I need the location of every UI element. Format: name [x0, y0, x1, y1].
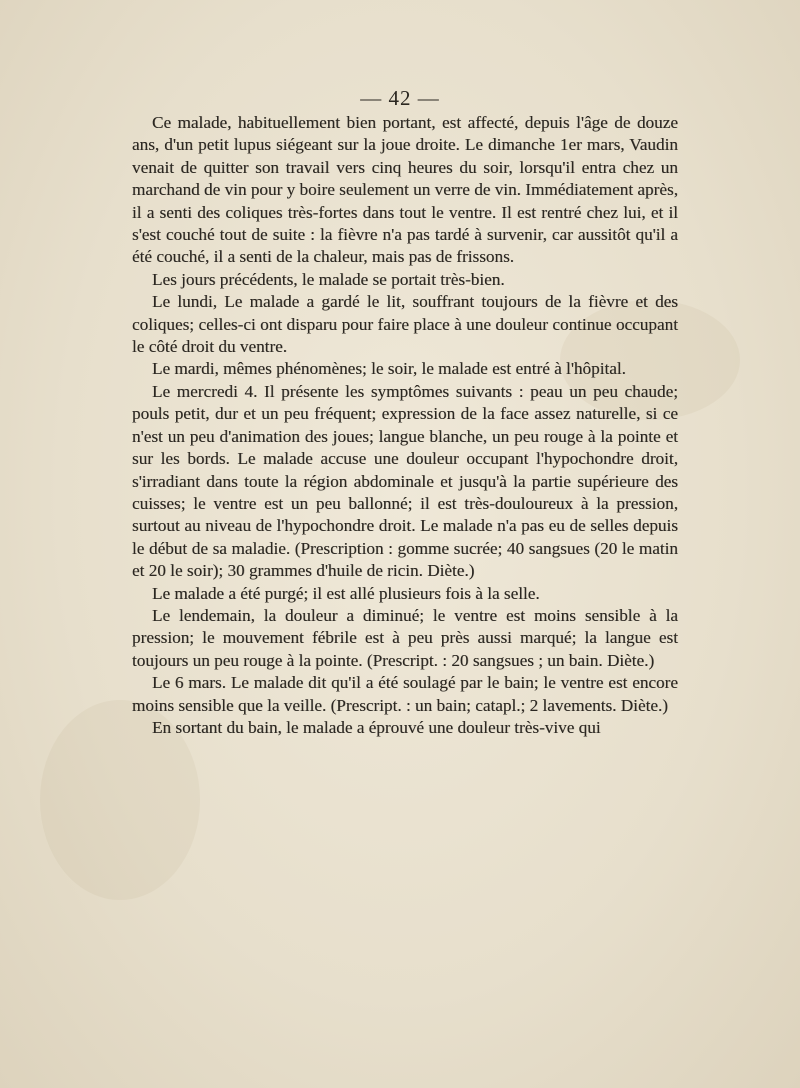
paragraph: Le malade a été purgé; il est allé plusieurs fois à la selle.: [152, 583, 540, 603]
paragraph: En sortant du bain, le malade a éprouvé une douleur très-vive qui: [152, 717, 601, 737]
paragraph: Le 6 mars. Le malade dit qu'il a été soulagé par le bain; le ventre est encore moins sensible que la veille. (Prescript. : un bain; catapl.; 2 lavements. Diète.): [132, 673, 678, 715]
paragraph: Le lendemain, la douleur a diminué; le ventre est moins sensible à la pression; le mouvement fébrile est à peu près aussi marqué; la langue est toujours un peu rouge à la pointe. (Prescript. : 20 sangsues ; un bain. Diète.): [132, 605, 678, 670]
paragraph: Les jours précédents, le malade se portait très-bien.: [152, 269, 505, 289]
paragraph: Le mardi, mêmes phénomènes; le soir, le malade est entré à l'hôpital.: [152, 359, 626, 379]
page-number: — 42 —: [360, 86, 440, 110]
paragraph: Le mercredi 4. Il présente les symptômes suivants : peau un peu chaude; pouls petit, dur et un peu fréquent; expression de la face assez naturelle, si ce n'est un peu d'animation des joues; langue blanche, un peu rouge à la pointe et sur les bords. Le malade accuse une douleur occupant l'hypochondre droit, s'irradiant dans toute la région abdominale et jusqu'à la partie supérieure des cuisses; le ventre est un peu ballonné; il est très-douloureux à la pression, surtout au niveau de l'hypochondre droit. Le malade n'a pas eu de selles depuis le début de sa maladie. (Prescription : gomme sucrée; 40 sangsues (20 le matin et 20 le soir); 30 grammes d'huile de ricin. Diète.): [132, 381, 678, 581]
paragraph: Le lundi, Le malade a gardé le lit, souffrant toujours de la fièvre et des coliques; celles-ci ont disparu pour faire place à une douleur continue occupant le côté droit du ventre.: [132, 292, 678, 357]
body-text: [132, 112, 678, 739]
paragraph: Ce malade, habituellement bien portant, est affecté, depuis l'âge de douze ans, d'un petit lupus siégeant sur la joue droite. Le dimanche 1er mars, Vaudin venait de quitter son travail vers cinq heures du soir, lorsqu'il entra chez un marchand de vin pour y boire seulement un verre de vin. Immédiatement après, il a senti des coliques très-fortes dans tout le ventre. Il est rentré chez lui, et il s'est couché tout de suite : la fièvre n'a pas tardé à survenir, car aussitôt qu'il a été couché, il a senti de la chaleur, mais pas de frissons.: [132, 113, 678, 267]
